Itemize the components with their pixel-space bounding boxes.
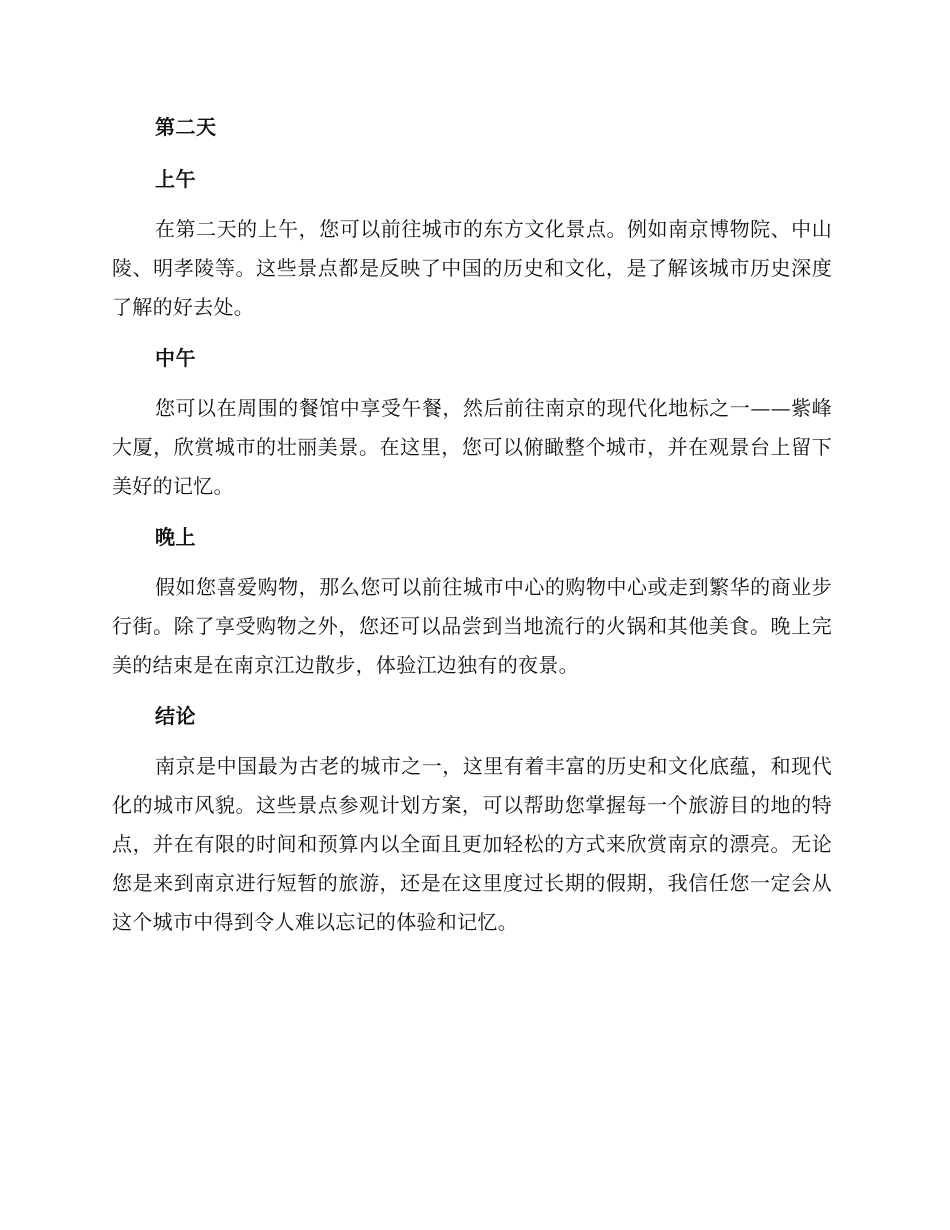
section-paragraph-evening: 假如您喜爱购物，那么您可以前往城市中心的购物中心或走到繁华的商业步行街。除了享受购物之外，您还可以品尝到当地流行的火锅和其他美食。晚上完美的结束是在南京江边散步，体验江边独有的夜景。: [112, 575, 832, 677]
section-paragraph-noon: 您可以在周围的餐馆中享受午餐，然后前往南京的现代化地标之一——紫峰大厦，欣赏城市的壮丽美景。在这里，您可以俯瞰整个城市，并在观景台上留下美好的记忆。: [112, 396, 832, 498]
document-body: [112, 110, 832, 942]
section-heading-noon: 中午: [155, 346, 196, 370]
section-heading-conclusion: 结论: [155, 704, 196, 728]
section-heading-morning: 上午: [155, 167, 196, 191]
day-title: 第二天: [155, 115, 217, 139]
section-heading-evening: 晚上: [155, 525, 196, 549]
section-paragraph-conclusion: 南京是中国最为古老的城市之一，这里有着丰富的历史和文化底蕴，和现代化的城市风貌。这些景点参观计划方案，可以帮助您掌握每一个旅游目的地的特点，并在有限的时间和预算内以全面且更加轻松的方式来欣赏南京的漂亮。无论您是来到南京进行短暂的旅游，还是在这里度过长期的假期，我信任您一定会从这个城市中得到令人难以忘记的体验和记忆。: [112, 754, 832, 934]
section-paragraph-morning: 在第二天的上午，您可以前往城市的东方文化景点。例如南京博物院、中山陵、明孝陵等。这些景点都是反映了中国的历史和文化，是了解该城市历史深度了解的好去处。: [112, 217, 832, 319]
